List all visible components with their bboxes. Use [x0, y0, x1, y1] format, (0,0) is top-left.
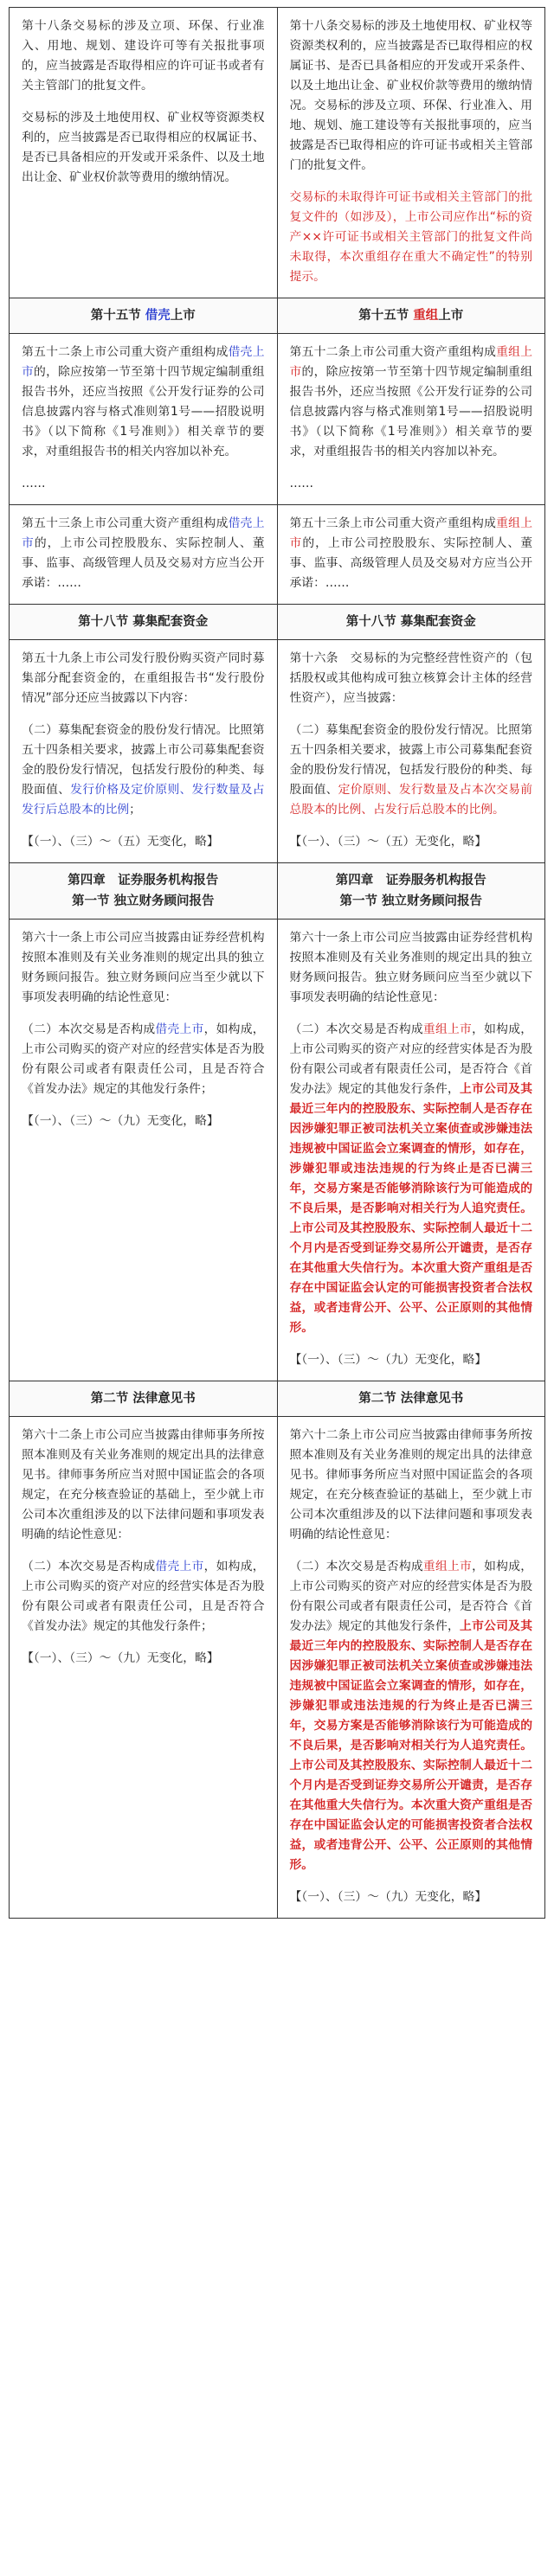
clause-text: （二）本次交易是否构成	[289, 1560, 423, 1573]
section-title-highlight: 借壳	[145, 309, 171, 323]
clause-paragraph	[22, 1020, 265, 1099]
section-title-text: 上市	[438, 309, 464, 323]
clause-row	[10, 8, 545, 298]
section-title-text: 第四章 证券服务机构报告	[335, 874, 486, 888]
clause-highlight: 借壳上市	[22, 516, 265, 550]
clause-paragraph	[290, 1350, 533, 1370]
new-rule-cell	[277, 920, 545, 1381]
clause-paragraph	[22, 514, 265, 593]
clause-row	[10, 640, 545, 863]
clause-text: ，如构成，上市公司购买的资产对应的经营实体是否为股份有限公司或者有限责任公司，是否符合《首发办法》规定的其他发行条件，	[289, 1022, 533, 1096]
new-rule-cell	[277, 640, 545, 863]
section-heading-row	[10, 1381, 545, 1417]
clause-highlight: 发行价格及定价原则、发行数量及占发行后总股本的比例	[22, 783, 265, 817]
clause-highlight: 重组上市	[422, 1560, 473, 1573]
clause-text: 第六十一条上市公司应当披露由证券经营机构按照本准则及有关业务准则的规定出具的独立财务顾问报告。独立财务顾问应当至少就以下事项发表明确的结论性意见：	[289, 931, 532, 1004]
section-title	[18, 870, 268, 912]
section-title-text: 第十八节 募集配套资金	[345, 615, 476, 629]
old-rule-cell	[10, 505, 278, 605]
clause-text: 【（一）、（三）～（九）无变化，略】	[22, 1651, 219, 1665]
clause-paragraph	[290, 928, 533, 1008]
clause-text: 第五十二条上市公司重大资产重组构成	[22, 345, 229, 359]
section-title	[287, 1388, 537, 1409]
left-section-heading	[10, 605, 278, 640]
clause-paragraph	[290, 832, 533, 852]
left-section-heading	[10, 1381, 278, 1417]
old-rule-cell	[10, 8, 278, 298]
old-rule-cell	[10, 640, 278, 863]
clause-text: 第五十三条上市公司重大资产重组构成	[289, 516, 497, 530]
clause-text: 第五十九条上市公司发行股份购买资产同时募集部分配套资金的，在重组报告书“发行股份情况”部分还应当披露以下内容：	[22, 651, 265, 705]
clause-text: 第六十二条上市公司应当披露由律师事务所按照本准则及有关业务准则的规定出具的法律意见书。律师事务所应当对照中国证监会的各项规定，在充分核查验证的基础上，至少就上市公司本次重组涉及的以下法律问题和事项发表明确的结论性意见：	[22, 1428, 265, 1541]
clause-paragraph	[22, 108, 265, 188]
section-title-text: 第二节 法律意见书	[358, 1392, 464, 1406]
clause-paragraph	[22, 928, 265, 1008]
section-title-text: 第一节 独立财务顾问报告	[71, 894, 215, 908]
left-section-heading	[10, 298, 278, 334]
section-title	[18, 305, 268, 326]
clause-highlight: 重组上市	[289, 516, 533, 550]
clause-text: 第六十二条上市公司应当披露由律师事务所按照本准则及有关业务准则的规定出具的法律意见书。律师事务所应当对照中国证监会的各项规定，在充分核查验证的基础上，至少就上市公司本次重组涉及的以下法律问题和事项发表明确的结论性意见：	[289, 1428, 532, 1541]
clause-highlight: 借壳上市	[155, 1022, 204, 1036]
section-title-highlight: 重组	[413, 309, 439, 323]
clause-paragraph	[290, 649, 533, 708]
clause-text: 第十八条交易标的涉及立项、环保、行业准入、用地、规划、建设许可等有关报批事项的，应当披露是否取得相应的许可证书或者有关主管部门的批复文件。	[22, 19, 265, 93]
clause-text: 第六十一条上市公司应当披露由证券经营机构按照本准则及有关业务准则的规定出具的独立财务顾问报告。独立财务顾问应当至少就以下事项发表明确的结论性意见：	[22, 931, 265, 1004]
left-section-heading	[10, 863, 278, 920]
old-rule-cell	[10, 334, 278, 505]
clause-paragraph	[22, 1426, 265, 1545]
clause-text: （二）募集配套资金的股份发行情况。比照第五十四条相关要求，披露上市公司募集配套资金的股份发行情况，包括发行股份的种类、每股面值、	[289, 723, 532, 797]
clause-highlight: 借壳上市	[155, 1560, 204, 1573]
clause-text: 【（一）、（三）～（九）无变化，略】	[289, 1890, 487, 1904]
clause-paragraph	[290, 1557, 533, 1875]
clause-text: 【（一）、（三）～（五）无变化，略】	[289, 835, 487, 849]
clause-text: 的，上市公司控股股东、实际控制人、董事、监事、高级管理人员及交易对方应当公开承诺：……	[289, 536, 533, 590]
clause-paragraph	[22, 721, 265, 820]
clause-text: 的，除应按第一节至第十四节规定编制重组报告书外，还应当按照《公开发行证券的公司信息披露内容与格式准则第1号——招股说明书》（以下简称《1号准则》）相关章节的要求，对重组报告书的相关内容加以补充。	[289, 365, 533, 458]
section-title	[18, 1388, 268, 1409]
clause-text: 第十八条交易标的涉及土地使用权、矿业权等资源类权利的，应当披露是否已取得相应的权属证书、是否已具备相应的开发或开采条件、以及土地出让金、矿业权价款等费用的缴纳情况。交易标的涉及立项、环保、行业准入、用地、规划、施工建设等有关报批事项的，应当披露是否已取得相应的许可证书或相关主管部门的批复文件。	[289, 19, 532, 172]
clause-text: ，如构成，上市公司购买的资产对应的经营实体是否为股份有限公司或者有限责任公司，且是否符合《首发办法》规定的其他发行条件；	[22, 1560, 265, 1633]
clause-paragraph	[290, 514, 533, 593]
clause-text: 的，上市公司控股股东、实际控制人、董事、监事、高级管理人员及交易对方应当公开承诺：……	[22, 536, 265, 590]
clause-text: 【（一）、（三）～（九）无变化，略】	[22, 1114, 219, 1128]
clause-text: 第十六条 交易标的为完整经营性资产的（包括股权或其他构成可独立核算会计主体的经营性资产），应当披露：	[289, 651, 532, 705]
clause-highlight: 重组上市	[422, 1022, 473, 1036]
old-rule-cell	[10, 920, 278, 1381]
clause-paragraph	[22, 16, 265, 96]
clause-paragraph	[22, 1112, 265, 1131]
section-heading-row	[10, 863, 545, 920]
clause-text: 的，除应按第一节至第十四节规定编制重组报告书外，还应当按照《公开发行证券的公司信息披露内容与格式准则第1号——招股说明书》（以下简称《1号准则》）相关章节的要求，对重组报告书的相关内容加以补充。	[22, 365, 265, 458]
section-title	[287, 612, 537, 632]
clause-highlight: 重组上市	[289, 345, 533, 379]
section-title-text: 上市	[170, 309, 196, 323]
comparison-table	[9, 7, 545, 1919]
clause-highlight: 定价原则、发行数量及占本次交易前总股本的比例、占发行后总股本的比例。	[289, 783, 533, 817]
clause-text: （二）本次交易是否构成	[22, 1022, 156, 1036]
section-title	[18, 612, 268, 632]
old-rule-cell	[10, 1417, 278, 1919]
clause-paragraph	[290, 343, 533, 462]
clause-text: （二）募集配套资金的股份发行情况。比照第五十四条相关要求，披露上市公司募集配套资金的股份发行情况，包括发行股份的种类、每股面值、	[22, 723, 265, 797]
right-section-heading	[277, 298, 545, 334]
clause-row	[10, 505, 545, 605]
clause-highlight: 借壳上市	[22, 345, 265, 379]
section-title-text: 第十五节	[358, 309, 414, 323]
section-heading-row	[10, 298, 545, 334]
clause-paragraph	[290, 1020, 533, 1338]
new-rule-cell	[277, 334, 545, 505]
clause-row	[10, 1417, 545, 1919]
section-title-text: 第二节 法律意见书	[90, 1392, 196, 1406]
clause-row	[10, 334, 545, 505]
clause-text: 第五十三条上市公司重大资产重组构成	[22, 516, 229, 530]
section-title-text: 第一节 独立财务顾问报告	[339, 894, 483, 908]
clause-paragraph	[290, 721, 533, 820]
new-rule-cell	[277, 1417, 545, 1919]
section-title-text: 第十五节	[90, 309, 145, 323]
clause-highlight: 上市公司及其最近三年内的控股股东、实际控制人是否存在因涉嫌犯罪正被司法机关立案侦查或涉嫌违法违规被中国证监会立案调查的情形，如存在，涉嫌犯罪或违法违规的行为终止是否已满三年，交易方案是否能够消除该行为可能造成的不良后果，是否影响对相关行为人追究责任。上市公司及其控股股东、实际控制人最近十二个月内是否受到证券交易所公开谴责，是否存在其他重大失信行为。本次重大资产重组是否存在中国证监会认定的可能损害投资者合法权益，或者违背公开、公平、公正原则的其他情形。	[289, 1082, 533, 1335]
clause-paragraph	[22, 832, 265, 852]
right-section-heading	[277, 1381, 545, 1417]
clause-paragraph	[290, 1887, 533, 1907]
clause-text: 第五十二条上市公司重大资产重组构成	[289, 345, 497, 359]
clause-text: 交易标的涉及土地使用权、矿业权等资源类权利的，应当披露是否已取得相应的权属证书、是否已具备相应的开发或开采条件、以及土地出让金、矿业权价款等费用的缴纳情况。	[22, 111, 265, 184]
clause-text: ，如构成，上市公司购买的资产对应的经营实体是否为股份有限公司或者有限责任公司，且是否符合《首发办法》规定的其他发行条件；	[22, 1022, 265, 1096]
clause-text: ；	[129, 803, 141, 817]
clause-paragraph	[22, 1557, 265, 1637]
clause-text: ……	[22, 477, 46, 490]
section-heading-row	[10, 605, 545, 640]
clause-text: ，如构成，上市公司购买的资产对应的经营实体是否为股份有限公司或者有限责任公司，是否符合《首发办法》规定的其他发行条件，	[289, 1560, 533, 1633]
right-section-heading	[277, 605, 545, 640]
clause-paragraph	[22, 474, 265, 494]
clause-text: （二）本次交易是否构成	[289, 1022, 423, 1036]
clause-highlight: 交易标的未取得许可证书或相关主管部门的批复文件的（如涉及），上市公司应作出“标的资产××许可证书或相关主管部门的批复文件尚未取得，本次重组存在重大不确定性”的特别提示。	[289, 190, 532, 284]
new-rule-cell	[277, 505, 545, 605]
right-section-heading	[277, 863, 545, 920]
section-title	[287, 870, 537, 912]
clause-text: ……	[289, 477, 314, 490]
clause-paragraph	[290, 474, 533, 494]
section-title	[287, 305, 537, 326]
new-rule-cell	[277, 8, 545, 298]
clause-paragraph	[290, 188, 533, 287]
clause-paragraph	[22, 343, 265, 462]
section-title-text: 第十八节 募集配套资金	[78, 615, 209, 629]
clause-highlight: 上市公司及其最近三年内的控股股东、实际控制人是否存在因涉嫌犯罪正被司法机关立案侦查或涉嫌违法违规被中国证监会立案调查的情形，如存在，涉嫌犯罪或违法违规的行为终止是否已满三年，交易方案是否能够消除该行为可能造成的不良后果，是否影响对相关行为人追究责任。上市公司及其控股股东、实际控制人最近十二个月内是否受到证券交易所公开谴责，是否存在其他重大失信行为。本次重大资产重组是否存在中国证监会认定的可能损害投资者合法权益，或者违背公开、公平、公正原则的其他情形。	[289, 1619, 533, 1872]
clause-paragraph	[22, 649, 265, 708]
clause-row	[10, 920, 545, 1381]
clause-text: 【（一）、（三）～（五）无变化，略】	[22, 835, 219, 849]
clause-paragraph	[22, 1649, 265, 1669]
clause-paragraph	[290, 1426, 533, 1545]
clause-text: （二）本次交易是否构成	[22, 1560, 156, 1573]
clause-text: 【（一）、（三）～（九）无变化，略】	[289, 1353, 487, 1367]
clause-paragraph	[290, 16, 533, 176]
section-title-text: 第四章 证券服务机构报告	[68, 874, 219, 888]
